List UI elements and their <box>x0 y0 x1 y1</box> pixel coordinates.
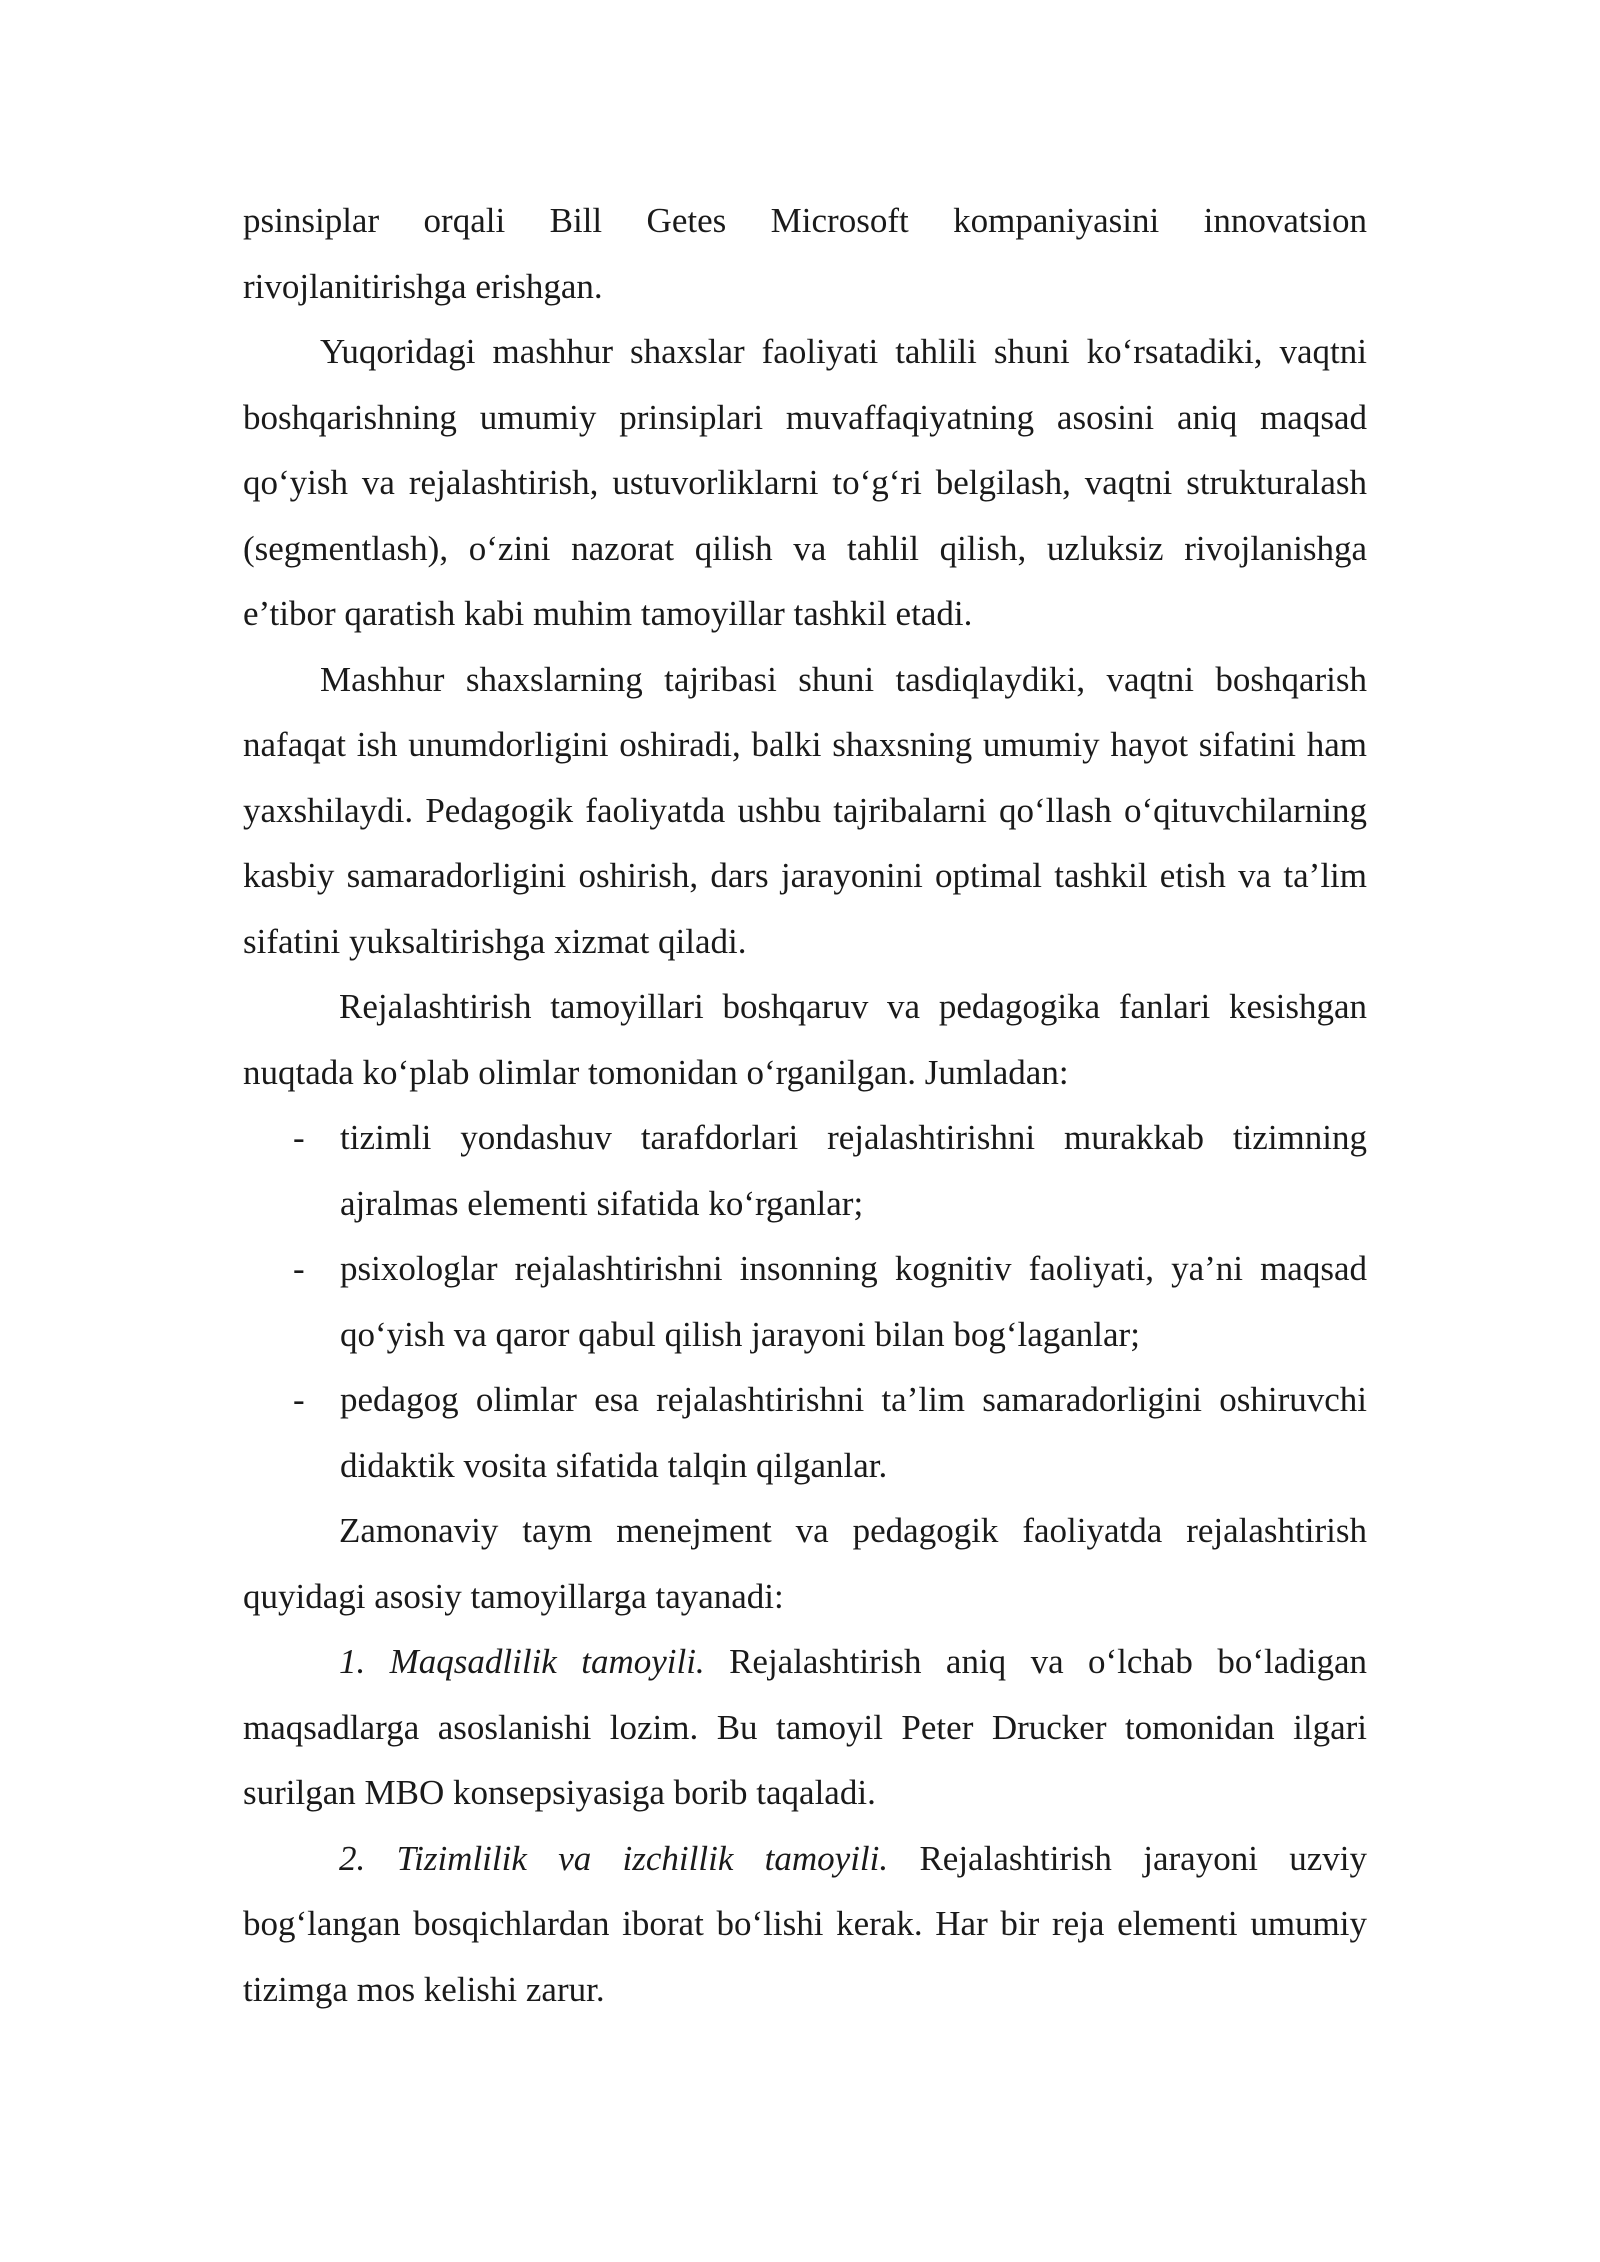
scholars-list <box>243 1105 1367 1498</box>
list-item <box>243 1236 1367 1367</box>
document-page <box>243 188 1367 2022</box>
list-item-text: tizimli yondashuv tarafdorlari rejalashtirishni murakkab tizimning ajralmas elementi sifatida ko‘rganlar; <box>340 1118 1367 1223</box>
principle-text: Rejalashtirish jarayoni uzviy bog‘langan bosqichlardan iborat bo‘lishi kerak. Har bir reja elementi umumiy tizimga mos kelishi zarur. <box>243 1838 1367 2009</box>
paragraph-principles-intro: Zamonaviy taym menejment va pedagogik faoliyatda rejalashtirish quyidagi asosiy tamoyillarga tayanadi: <box>243 1511 1367 1616</box>
principle-title: 2. Tizimlilik va izchillik tamoyili. <box>339 1838 889 1878</box>
paragraph-planning-intro: Rejalashtirish tamoyillari boshqaruv va pedagogika fanlari kesishgan nuqtada ko‘plab olimlar tomonidan o‘rganilgan. Jumladan: <box>243 987 1367 1092</box>
list-item <box>243 1105 1367 1236</box>
principle-purposefulness <box>243 1629 1367 1826</box>
list-item-text: pedagog olimlar esa rejalashtirishni ta’lim samaradorligini oshiruvchi didaktik vosita sifatida talqin qilganlar. <box>340 1380 1367 1485</box>
list-marker: - <box>293 1380 305 1419</box>
paragraph-experience: Mashhur shaxslarning tajribasi shuni tasdiqlaydiki, vaqtni boshqarish nafaqat ish unumdorligini oshiradi, balki shaxsning umumiy hayot sifatini ham yaxshilaydi. Pedagogik faoliyatda ushbu tajribalarni qo‘llash o‘qituvchilarning kasbiy samaradorligini oshirish, dars jarayonini optimal tashkil etish va ta’lim sifatini yuksaltirishga xizmat qiladi. <box>243 659 1367 961</box>
list-item-text: psixologlar rejalashtirishni insonning kognitiv faoliyati, ya’ni maqsad qo‘yish va qaror qabul qilish jarayoni bilan bog‘laganlar; <box>340 1249 1367 1354</box>
paragraph-principles-summary: Yuqoridagi mashhur shaxslar faoliyati tahlili shuni ko‘rsatadiki, vaqtni boshqarishning umumiy prinsiplari muvaffaqiyatning asosini aniq maqsad qo‘yish va rejalashtirish, ustuvorliklarni to‘g‘ri belgilash, vaqtni strukturalash (segmentlash), o‘zini nazorat qilish va tahlil qilish, uzluksiz rivojlanishga e’tibor qaratish kabi muhim tamoyillar tashkil etadi. <box>243 332 1367 633</box>
list-marker: - <box>293 1118 305 1157</box>
list-item <box>243 1367 1367 1498</box>
principle-text: Rejalashtirish aniq va o‘lchab bo‘ladigan maqsadlarga asoslanishi lozim. Bu tamoyil Peter Drucker tomonidan ilgari surilgan MBO konsepsiyasiga borib taqaladi. <box>243 1642 1367 1812</box>
list-marker: - <box>293 1249 305 1288</box>
paragraph-bill-gates: psinsiplar orqali Bill Getes Microsoft kompaniyasini innovatsion rivojlanitirishga erishgan. <box>243 201 1367 306</box>
principle-title: 1. Maqsadlilik tamoyili. <box>339 1642 705 1681</box>
principle-systematic <box>243 1826 1367 2023</box>
